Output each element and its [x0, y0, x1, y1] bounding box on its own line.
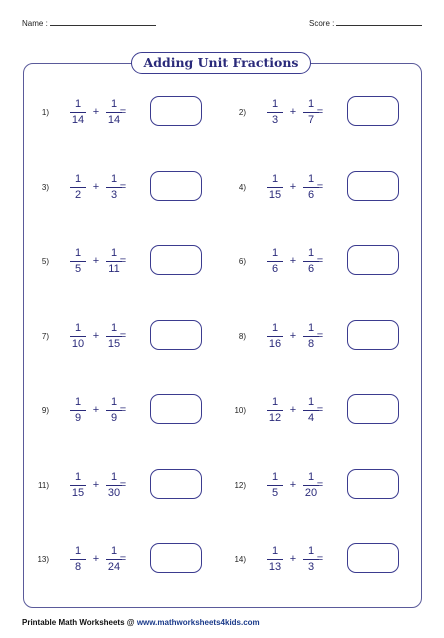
- answer-box[interactable]: [150, 245, 202, 275]
- denominator: 12: [268, 412, 282, 424]
- answer-box[interactable]: [150, 96, 202, 126]
- denominator: 6: [307, 189, 315, 201]
- fraction-bar: [70, 559, 86, 560]
- problem-number: 12): [234, 481, 246, 490]
- numerator: 1: [271, 173, 279, 185]
- denominator: 3: [110, 189, 118, 201]
- numerator: 1: [307, 545, 315, 557]
- numerator: 1: [110, 545, 118, 557]
- denominator: 9: [74, 412, 82, 424]
- denominator: 11: [108, 263, 120, 275]
- equals-sign: =: [316, 106, 324, 118]
- numerator: 1: [110, 322, 118, 334]
- fraction-bar: [70, 261, 86, 262]
- denominator: 15: [71, 487, 85, 499]
- answer-box[interactable]: [347, 96, 399, 126]
- answer-box[interactable]: [150, 394, 202, 424]
- fraction-bar: [267, 261, 283, 262]
- numerator: 1: [74, 545, 82, 557]
- plus-sign: +: [92, 553, 100, 565]
- numerator: 1: [271, 396, 279, 408]
- numerator: 1: [74, 396, 82, 408]
- problem-number: 14): [234, 555, 246, 564]
- fraction-a: [69, 396, 87, 425]
- denominator: 2: [74, 189, 82, 201]
- numerator: 1: [110, 471, 118, 483]
- plus-sign: +: [92, 181, 100, 193]
- equals-sign: =: [119, 330, 127, 342]
- problem-4: [226, 173, 396, 207]
- answer-box[interactable]: [347, 394, 399, 424]
- denominator: 9: [110, 412, 118, 424]
- name-field: [22, 16, 156, 28]
- denominator: 3: [307, 561, 315, 573]
- answer-box[interactable]: [150, 543, 202, 573]
- fraction-bar: [267, 410, 283, 411]
- equals-sign: =: [119, 404, 127, 416]
- plus-sign: +: [289, 404, 297, 416]
- equals-sign: =: [316, 330, 324, 342]
- problem-number: 7): [41, 332, 49, 341]
- equals-sign: =: [316, 479, 324, 491]
- denominator: 30: [107, 487, 121, 499]
- answer-box[interactable]: [150, 469, 202, 499]
- denominator: 7: [307, 114, 315, 126]
- fraction-a: [69, 98, 87, 127]
- fraction-a: [69, 545, 87, 574]
- problem-number: 3): [41, 183, 49, 192]
- fraction-a: [69, 471, 87, 500]
- numerator: 1: [307, 173, 315, 185]
- numerator: 1: [307, 322, 315, 334]
- answer-box[interactable]: [347, 171, 399, 201]
- denominator: 6: [307, 263, 315, 275]
- problem-number: 5): [41, 257, 49, 266]
- equals-sign: =: [119, 479, 127, 491]
- equals-sign: =: [119, 553, 127, 565]
- numerator: 1: [271, 322, 279, 334]
- equals-sign: =: [316, 181, 324, 193]
- fraction-bar: [70, 187, 86, 188]
- answer-box[interactable]: [150, 320, 202, 350]
- numerator: 1: [74, 247, 82, 259]
- problem-9: [29, 396, 199, 430]
- problem-number: 1): [41, 108, 49, 117]
- score-line: [336, 16, 422, 26]
- fraction-bar: [267, 112, 283, 113]
- answer-box[interactable]: [347, 469, 399, 499]
- plus-sign: +: [92, 255, 100, 267]
- problem-5: [29, 247, 199, 281]
- fraction-a: [266, 247, 284, 276]
- plus-sign: +: [289, 479, 297, 491]
- problem-6: [226, 247, 396, 281]
- plus-sign: +: [289, 181, 297, 193]
- problem-11: [29, 471, 199, 505]
- numerator: 1: [110, 98, 118, 110]
- score-field: [309, 16, 422, 28]
- problem-10: [226, 396, 396, 430]
- plus-sign: +: [289, 255, 297, 267]
- problem-7: [29, 322, 199, 356]
- fraction-bar: [267, 485, 283, 486]
- answer-box[interactable]: [150, 171, 202, 201]
- problem-2: [226, 98, 396, 132]
- problem-3: [29, 173, 199, 207]
- numerator: 1: [110, 247, 118, 259]
- score-label: Score :: [309, 19, 335, 28]
- plus-sign: +: [92, 106, 100, 118]
- problem-number: 11): [38, 481, 49, 490]
- problem-14: [226, 545, 396, 579]
- fraction-bar: [70, 485, 86, 486]
- problem-number: 13): [37, 555, 49, 564]
- denominator: 13: [268, 561, 282, 573]
- numerator: 1: [307, 471, 315, 483]
- equals-sign: =: [119, 181, 127, 193]
- numerator: 1: [110, 173, 118, 185]
- fraction-a: [266, 173, 284, 202]
- numerator: 1: [74, 471, 82, 483]
- numerator: 1: [110, 396, 118, 408]
- fraction-a: [266, 471, 284, 500]
- plus-sign: +: [289, 330, 297, 342]
- numerator: 1: [271, 247, 279, 259]
- plus-sign: +: [92, 404, 100, 416]
- fraction-bar: [267, 559, 283, 560]
- fraction-a: [266, 396, 284, 425]
- answer-box[interactable]: [347, 543, 399, 573]
- numerator: 1: [271, 471, 279, 483]
- denominator: 15: [268, 189, 282, 201]
- fraction-bar: [70, 112, 86, 113]
- numerator: 1: [307, 247, 315, 259]
- problem-number: 8): [238, 332, 246, 341]
- problem-8: [226, 322, 396, 356]
- fraction-bar: [267, 187, 283, 188]
- equals-sign: =: [316, 255, 324, 267]
- equals-sign: =: [119, 106, 127, 118]
- answer-box[interactable]: [347, 320, 399, 350]
- problem-number: 10): [234, 406, 246, 415]
- denominator: 15: [107, 338, 121, 350]
- answer-box[interactable]: [347, 245, 399, 275]
- numerator: 1: [307, 396, 315, 408]
- footer: [22, 618, 260, 627]
- plus-sign: +: [92, 479, 100, 491]
- denominator: 20: [304, 487, 318, 499]
- fraction-bar: [70, 410, 86, 411]
- denominator: 6: [271, 263, 279, 275]
- problem-number: 2): [238, 108, 246, 117]
- numerator: 1: [74, 173, 82, 185]
- problem-number: 6): [238, 257, 246, 266]
- denominator: 24: [107, 561, 121, 573]
- worksheet-title: Adding Unit Fractions: [131, 52, 311, 74]
- footer-url[interactable]: www.mathworksheets4kids.com: [136, 618, 260, 627]
- denominator: 5: [74, 263, 82, 275]
- denominator: 8: [74, 561, 82, 573]
- fraction-a: [266, 98, 284, 127]
- denominator: 3: [271, 114, 279, 126]
- denominator: 14: [71, 114, 85, 126]
- equals-sign: =: [119, 255, 127, 267]
- problem-12: [226, 471, 396, 505]
- plus-sign: +: [92, 330, 100, 342]
- fraction-a: [69, 173, 87, 202]
- problem-13: [29, 545, 199, 579]
- problem-number: 4): [238, 183, 246, 192]
- denominator: 5: [271, 487, 279, 499]
- fraction-a: [266, 322, 284, 351]
- numerator: 1: [271, 98, 279, 110]
- denominator: 4: [307, 412, 315, 424]
- plus-sign: +: [289, 106, 297, 118]
- name-label: Name :: [22, 19, 48, 28]
- equals-sign: =: [316, 553, 324, 565]
- numerator: 1: [307, 98, 315, 110]
- fraction-bar: [267, 336, 283, 337]
- fraction-a: [266, 545, 284, 574]
- numerator: 1: [271, 545, 279, 557]
- fraction-a: [69, 247, 87, 276]
- problem-number: 9): [41, 406, 49, 415]
- denominator: 8: [307, 338, 315, 350]
- fraction-bar: [70, 336, 86, 337]
- problem-1: [29, 98, 199, 132]
- denominator: 16: [268, 338, 282, 350]
- footer-label: Printable Math Worksheets @: [22, 618, 135, 627]
- fraction-a: [69, 322, 87, 351]
- equals-sign: =: [316, 404, 324, 416]
- denominator: 10: [71, 338, 85, 350]
- denominator: 14: [107, 114, 121, 126]
- name-line: [50, 16, 156, 26]
- numerator: 1: [74, 98, 82, 110]
- plus-sign: +: [289, 553, 297, 565]
- numerator: 1: [74, 322, 82, 334]
